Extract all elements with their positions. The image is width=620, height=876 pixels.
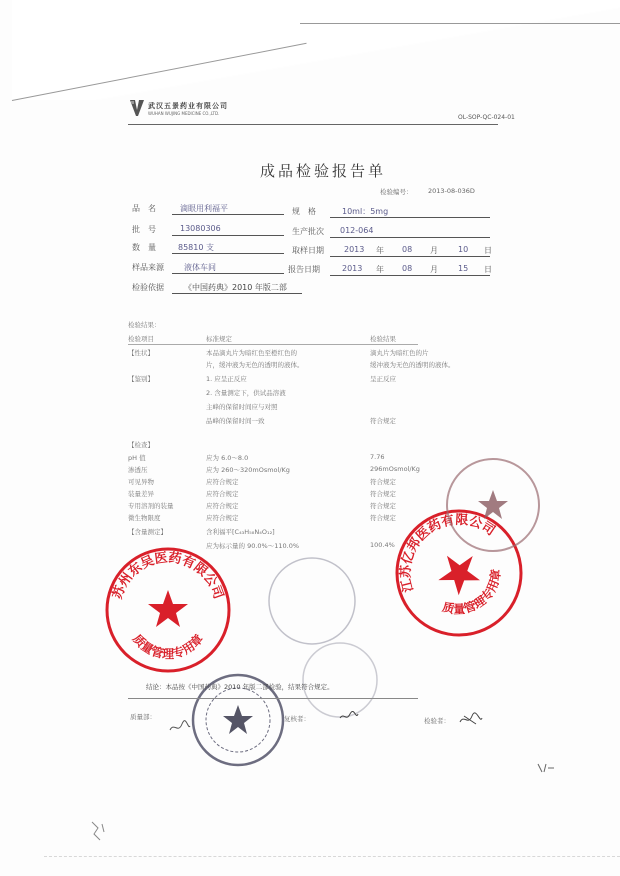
result-result-cell: 符合规定 — [370, 478, 396, 486]
star-icon — [223, 705, 253, 734]
underline — [172, 273, 284, 274]
result-result-cell: 符合规定 — [370, 502, 396, 510]
product-value: 滴眼用利福平 — [180, 204, 228, 213]
result-result-cell: 7.76 — [370, 453, 385, 461]
company-logo — [130, 100, 144, 116]
result-result-cell: 296mOsmol/Kg — [370, 465, 420, 473]
qty-value: 85810 支 — [178, 243, 214, 252]
underline — [330, 237, 490, 238]
conclusion: 结论：本品按《中国药典》2010 年版二部检验，结果符合规定。 — [146, 683, 334, 691]
report-day: 15 — [458, 264, 469, 273]
stamp-right-text: 江苏亿邦医药有限公司 — [398, 512, 498, 594]
report-no-label: 检验编号： — [380, 188, 413, 196]
report-date-label: 报告日期 — [288, 265, 320, 274]
qty-label: 数 量 — [132, 243, 156, 252]
col-item-header: 检验项目 — [128, 335, 154, 343]
sample-month: 08 — [402, 245, 413, 254]
spec-value: 10ml：5mg — [342, 207, 389, 216]
spec-label: 规 格 — [292, 207, 316, 216]
page-title: 成品检验报告单 — [260, 162, 387, 180]
underline — [330, 275, 490, 276]
month-char: 月 — [430, 246, 438, 255]
result-standard-cell: 应符合规定 — [206, 502, 239, 510]
result-item-cell: 【鉴别】 — [128, 375, 154, 383]
result-standard-cell: 应符合规定 — [206, 490, 239, 498]
company-name-en: WUHAN WUJING MEDICINE CO.,LTD. — [148, 111, 220, 116]
stamp-left-sub: 质量管理专用章 — [129, 631, 207, 661]
result-standard-cell: 品峰的保留时间一致 — [206, 417, 265, 425]
result-standard-cell: 应符合规定 — [206, 478, 239, 486]
result-result-cell: 符合规定 — [370, 417, 396, 425]
doc-code: OL-SOP-QC-024-01 — [458, 114, 515, 121]
stamp-gray — [300, 640, 380, 720]
stamp-left-text: 苏州东吴医药有限公司 — [110, 550, 226, 602]
col-standard-header: 标准规定 — [206, 335, 232, 343]
result-standard-cell: 1. 应呈正反应 — [206, 375, 247, 383]
result-standard-cell: 2. 含量测定下，供试品溶液 — [206, 389, 286, 397]
underline — [172, 214, 284, 215]
underline — [172, 235, 284, 236]
inspector-label: 检验者： — [424, 717, 450, 725]
result-standard-cell: 主峰的保留时间应与对照 — [206, 403, 278, 411]
sample-date-label: 取样日期 — [292, 246, 324, 255]
scan-edge — [44, 856, 620, 857]
stamp-gray — [444, 456, 542, 554]
package-value: 012-064 — [340, 226, 374, 235]
result-standard-cell: 本品滴丸片为暗红色至橙红色的 — [206, 349, 297, 357]
star-icon — [148, 590, 188, 627]
sample-year: 2013 — [344, 245, 365, 254]
result-standard-cell: 应为 6.0～8.0 — [206, 454, 249, 462]
result-item-cell: 微生物限度 — [128, 514, 161, 522]
result-item-cell: 渗透压 — [128, 466, 148, 474]
day-char: 日 — [484, 265, 492, 274]
handwritten-signature — [338, 710, 360, 726]
result-item-cell: pH 值 — [128, 454, 146, 462]
batch-label: 批 号 — [132, 225, 156, 234]
company-name: 武汉五景药业有限公司 — [148, 102, 228, 110]
result-item-cell: 【性状】 — [128, 349, 154, 357]
underline — [330, 256, 490, 257]
day-char: 日 — [484, 246, 492, 255]
result-item-cell: 【含量测定】 — [128, 528, 167, 536]
report-no: 2013-08-036D — [428, 187, 475, 195]
svg-text:质量管理专用章 — [130, 631, 206, 661]
svg-text:质量管理专用章 — [435, 562, 514, 630]
reviewer-label: 复核者： — [284, 715, 310, 723]
source-value: 液体车间 — [184, 263, 216, 272]
underline — [172, 253, 284, 254]
result-standard-cell: 含利福平[C₄₃H₅₈N₄O₁₂] — [206, 528, 275, 536]
table-rule — [128, 698, 418, 699]
result-standard-cell: 应符合规定 — [206, 514, 239, 522]
underline — [172, 293, 302, 294]
result-result-cell: 符合规定 — [370, 490, 396, 498]
result-item-cell: 可见异物 — [128, 478, 154, 486]
paper-fold-shadow — [12, 0, 620, 100]
col-result-header: 检验结果 — [370, 335, 396, 343]
year-char: 年 — [376, 246, 384, 255]
underline — [330, 217, 490, 218]
result-result-cell: 呈正反应 — [370, 375, 396, 383]
results-heading: 检验结果： — [128, 321, 161, 329]
stamp-left — [104, 546, 232, 674]
result-result-cell: 符合规定 — [370, 514, 396, 522]
star-icon — [478, 490, 508, 519]
header-rule — [128, 124, 498, 125]
table-rule — [128, 344, 418, 345]
result-item-cell: 装量差异 — [128, 490, 154, 498]
result-standard-cell: 片，缓冲液为无色的透明的液体。 — [206, 361, 304, 369]
result-result-cell: 缓冲液为无色的透明的液体。 — [370, 361, 455, 369]
handwritten-mark — [536, 762, 556, 776]
result-result-cell: 滴丸片为暗红色的片 — [370, 349, 429, 357]
page-edge-line — [300, 23, 620, 24]
sample-day: 10 — [458, 245, 469, 254]
batch-value: 13080306 — [180, 224, 221, 233]
stamp-right-sub: 质量管理专用章 — [440, 568, 504, 617]
scan-smudge — [88, 820, 108, 844]
result-standard-cell: 应为标示量的 90.0%～110.0% — [206, 542, 299, 550]
year-char: 年 — [376, 265, 384, 274]
report-year: 2013 — [342, 264, 363, 273]
product-label: 品 名 — [132, 204, 156, 213]
result-result-cell: 100.4% — [370, 541, 395, 549]
handwritten-signature — [168, 720, 192, 736]
source-label: 样品来源 — [132, 263, 164, 272]
basis-value: 《中国药典》2010 年版二部 — [184, 283, 287, 292]
package-label: 生产批次 — [292, 227, 324, 236]
handwritten-signature — [458, 712, 484, 730]
result-standard-cell: 应为 260～320mOsmol/Kg — [206, 466, 290, 474]
result-item-cell: 【检查】 — [128, 441, 154, 449]
stamp-gray — [266, 555, 358, 647]
qa-label: 质量部： — [130, 713, 156, 721]
result-item-cell: 专用溶剂的装量 — [128, 502, 174, 510]
month-char: 月 — [430, 265, 438, 274]
basis-label: 检验依据 — [132, 283, 164, 292]
report-month: 08 — [402, 264, 413, 273]
